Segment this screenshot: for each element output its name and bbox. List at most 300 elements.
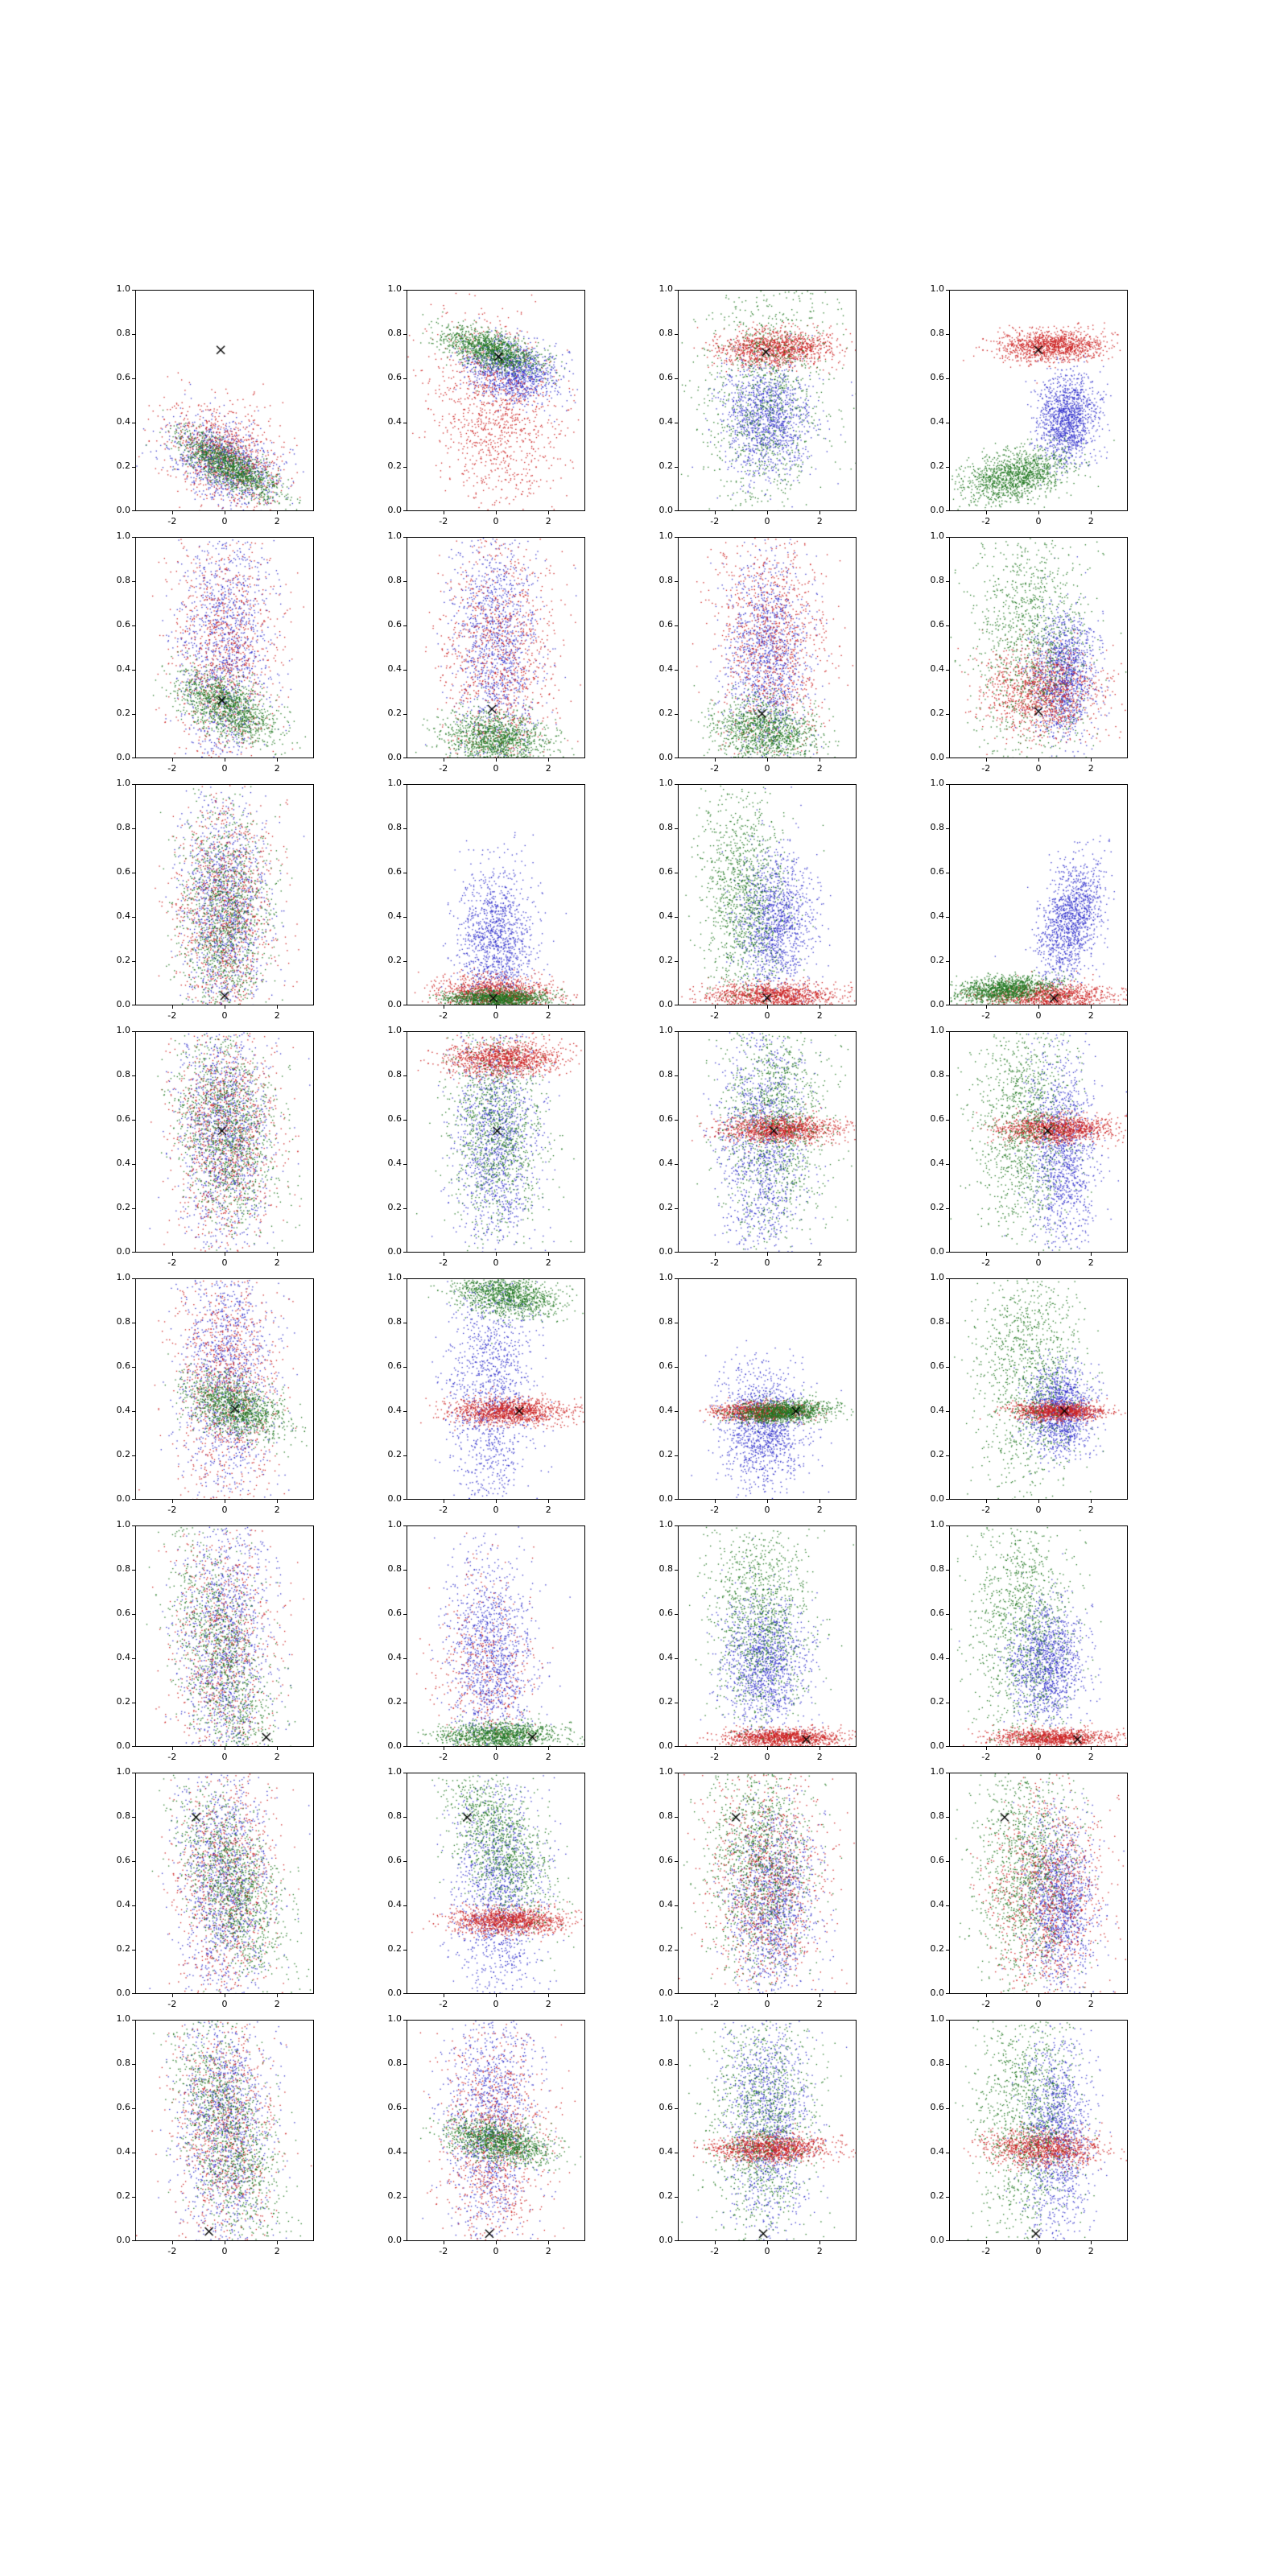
x-tick-label: 0 [221,1999,228,2009]
y-tick-mark [132,290,135,291]
x-tick-label: 0 [493,1257,499,1268]
x-tick-mark [548,1500,549,1503]
x-tick-label: -2 [710,1010,720,1021]
scatter-points-layer [136,785,313,1005]
axes-frame [678,1525,857,1747]
y-tick-label: 1.0 [930,1025,944,1035]
scatter-subplot-r4-c2 [658,1272,857,1515]
x-tick-mark [277,1994,278,1997]
y-tick-mark [675,1817,678,1818]
scatter-subplot-r2-c2 [658,778,857,1021]
y-tick-mark [946,625,949,626]
x-tick-label: 0 [1035,1999,1042,2009]
scatter-subplot-r5-c2 [658,1519,857,1762]
axes-frame [407,1278,585,1500]
y-tick-mark [675,1164,678,1165]
x-tick-mark [548,1747,549,1750]
y-tick-mark [132,1570,135,1571]
y-tick-mark [132,1120,135,1121]
y-tick-label: 1.0 [387,1025,402,1035]
y-tick-label: 1.0 [387,778,402,788]
y-tick-label: 0.2 [930,1449,944,1459]
x-tick-label: 0 [1035,1010,1042,1021]
y-tick-mark [132,1278,135,1279]
y-tick-label: 0.2 [658,460,673,471]
y-tick-mark [403,1499,407,1500]
x-tick-mark [496,1500,497,1503]
y-tick-label: 1.0 [116,530,130,541]
axes-frame [407,1525,585,1747]
y-tick-mark [132,1367,135,1368]
axes-frame [949,537,1128,758]
y-tick-label: 0.4 [116,2146,130,2157]
y-tick-label: 0.4 [930,1405,944,1415]
y-tick-label: 0.4 [387,663,402,674]
axes-frame [949,784,1128,1005]
y-tick-mark [675,670,678,671]
y-tick-label: 0.0 [387,1988,402,1998]
scatter-subplot-r1-c3 [930,530,1128,774]
x-tick-mark [277,1005,278,1009]
y-tick-label: 0.6 [387,619,402,630]
y-tick-label: 0.2 [387,2190,402,2201]
scatter-points-layer [679,1526,856,1746]
scatter-points-layer [136,1773,313,1993]
y-tick-mark [403,1746,407,1747]
x-tick-label: 2 [1088,2246,1094,2256]
y-tick-label: 0.0 [116,752,130,762]
y-tick-label: 0.4 [930,416,944,427]
y-tick-label: 0.6 [930,1113,944,1124]
y-tick-mark [132,2240,135,2241]
x-tick-mark [715,1253,716,1256]
y-tick-mark [132,1746,135,1747]
y-tick-label: 0.6 [116,2102,130,2112]
y-tick-label: 0.8 [930,1069,944,1080]
y-tick-mark [132,1817,135,1818]
y-tick-mark [132,828,135,829]
x-tick-mark [496,2241,497,2244]
scatter-subplot-r1-c1 [387,530,585,774]
y-tick-mark [403,917,407,918]
y-tick-mark [946,581,949,582]
y-tick-mark [946,1746,949,1747]
y-tick-label: 0.4 [387,1899,402,1909]
x-tick-label: 2 [1088,763,1094,774]
y-tick-mark [675,1614,678,1615]
y-tick-label: 0.6 [658,866,673,877]
y-tick-label: 0.2 [930,2190,944,2201]
y-tick-label: 1.0 [116,2013,130,2024]
y-tick-mark [946,1905,949,1906]
y-tick-label: 1.0 [930,778,944,788]
x-tick-mark [172,1253,173,1256]
y-tick-mark [675,1455,678,1456]
y-tick-label: 0.6 [658,372,673,382]
y-tick-mark [132,1950,135,1951]
y-tick-label: 0.4 [658,1158,673,1168]
y-tick-mark [403,1614,407,1615]
y-tick-label: 0.0 [658,999,673,1009]
y-tick-mark [403,670,407,671]
y-tick-label: 0.8 [658,328,673,338]
y-tick-mark [675,1525,678,1526]
axes-frame [135,2020,314,2241]
y-tick-label: 0.6 [387,1360,402,1371]
y-tick-label: 0.2 [116,1202,130,1212]
x-tick-mark [986,511,987,514]
y-tick-label: 0.4 [658,1405,673,1415]
y-tick-label: 1.0 [387,530,402,541]
scatter-subplot-r4-c1 [387,1272,585,1515]
y-tick-mark [403,1367,407,1368]
y-tick-label: 0.4 [387,1405,402,1415]
x-tick-label: -2 [439,516,448,526]
y-tick-label: 1.0 [658,1272,673,1282]
x-tick-label: 0 [493,1999,499,2009]
y-tick-label: 0.0 [930,1246,944,1257]
x-tick-label: 0 [764,1505,770,1515]
y-tick-mark [403,537,407,538]
y-tick-label: 0.2 [930,708,944,718]
x-tick-label: 0 [221,763,228,774]
x-tick-label: -2 [439,1999,448,2009]
x-tick-mark [172,758,173,762]
x-tick-label: 0 [493,1010,499,1021]
x-tick-mark [767,511,768,514]
y-tick-label: 1.0 [116,1272,130,1282]
x-tick-mark [548,511,549,514]
y-tick-label: 0.8 [116,2058,130,2068]
x-tick-mark [1038,2241,1039,2244]
y-tick-mark [403,1031,407,1032]
y-tick-mark [403,2108,407,2109]
x-tick-label: 2 [816,1999,823,2009]
y-tick-mark [403,290,407,291]
y-tick-mark [403,510,407,511]
y-tick-label: 0.2 [930,955,944,965]
y-tick-mark [403,1861,407,1862]
y-tick-mark [132,1861,135,1862]
y-tick-label: 0.4 [930,663,944,674]
y-tick-label: 0.0 [387,1740,402,1751]
axes-frame [135,537,314,758]
x-tick-mark [715,1747,716,1750]
y-tick-mark [946,961,949,962]
y-tick-mark [132,1499,135,1500]
x-tick-label: 2 [274,2246,280,2256]
y-tick-mark [132,1164,135,1165]
y-tick-mark [132,1658,135,1659]
scatter-points-layer [950,291,1127,510]
y-tick-mark [675,1278,678,1279]
scatter-subplot-r4-c0 [116,1272,314,1515]
y-tick-mark [946,378,949,379]
x-tick-mark [819,1500,820,1503]
scatter-subplot-r3-c3 [930,1025,1128,1268]
y-tick-mark [403,1950,407,1951]
y-tick-mark [132,2197,135,2198]
y-tick-mark [946,334,949,335]
x-tick-label: 2 [545,1999,551,2009]
x-tick-mark [819,758,820,762]
x-tick-mark [715,1994,716,1997]
x-tick-label: -2 [710,516,720,526]
y-tick-mark [403,1817,407,1818]
scatter-subplot-r7-c0 [116,2013,314,2256]
y-tick-label: 0.8 [930,1810,944,1821]
y-tick-label: 0.4 [116,910,130,921]
scatter-subplot-r3-c1 [387,1025,585,1268]
axes-frame [949,1031,1128,1253]
y-tick-label: 1.0 [930,1766,944,1777]
x-tick-mark [1091,758,1092,762]
y-tick-label: 1.0 [387,283,402,294]
y-tick-label: 0.0 [658,752,673,762]
x-tick-mark [767,1253,768,1256]
scatter-subplot-r2-c3 [930,778,1128,1021]
y-tick-label: 0.4 [116,663,130,674]
y-tick-mark [946,1367,949,1368]
scatter-subplot-r7-c3 [930,2013,1128,2256]
x-tick-mark [767,1994,768,1997]
y-tick-mark [132,510,135,511]
y-tick-mark [403,828,407,829]
x-tick-label: 2 [1088,1010,1094,1021]
axes-frame [678,784,857,1005]
y-tick-mark [675,784,678,785]
y-tick-label: 0.0 [116,1246,130,1257]
y-tick-mark [675,510,678,511]
y-tick-label: 0.4 [116,1158,130,1168]
y-tick-label: 0.0 [116,1988,130,1998]
y-tick-label: 1.0 [116,283,130,294]
y-tick-label: 0.2 [930,1696,944,1707]
y-tick-label: 0.0 [658,505,673,515]
y-tick-label: 0.4 [658,910,673,921]
x-tick-label: -2 [439,1257,448,1268]
y-tick-label: 0.8 [930,1563,944,1574]
scatter-points-layer [950,1032,1127,1252]
x-tick-label: -2 [981,1752,991,1762]
x-tick-mark [1038,511,1039,514]
x-tick-mark [819,1747,820,1750]
x-tick-label: 0 [493,516,499,526]
y-tick-label: 0.2 [930,1202,944,1212]
x-tick-label: 2 [545,516,551,526]
x-tick-label: 0 [493,2246,499,2256]
y-tick-mark [403,2020,407,2021]
x-tick-label: -2 [439,763,448,774]
y-tick-mark [403,1411,407,1412]
x-tick-label: 0 [1035,763,1042,774]
y-tick-mark [132,378,135,379]
x-tick-mark [172,1500,173,1503]
y-tick-mark [675,1905,678,1906]
x-tick-label: -2 [167,1752,177,1762]
x-tick-mark [715,1005,716,1009]
x-tick-label: 0 [1035,1505,1042,1515]
axes-frame [678,1031,857,1253]
y-tick-label: 0.8 [387,575,402,585]
y-tick-label: 0.2 [658,1449,673,1459]
y-tick-label: 0.8 [658,2058,673,2068]
x-tick-mark [1038,758,1039,762]
y-tick-label: 0.0 [930,999,944,1009]
y-tick-label: 0.8 [387,822,402,832]
y-tick-mark [675,1499,678,1500]
y-tick-label: 0.2 [658,1202,673,1212]
x-tick-label: 2 [545,1752,551,1762]
x-tick-label: 0 [764,1257,770,1268]
x-tick-label: 0 [764,1752,770,1762]
y-tick-label: 0.8 [116,822,130,832]
y-tick-label: 0.0 [387,505,402,515]
axes-frame [949,2020,1128,2241]
y-tick-label: 1.0 [658,530,673,541]
x-tick-mark [277,1253,278,1256]
x-tick-label: 2 [545,1257,551,1268]
y-tick-mark [675,1252,678,1253]
x-tick-mark [767,758,768,762]
y-tick-label: 0.8 [116,328,130,338]
x-tick-label: 2 [816,2246,823,2256]
y-tick-mark [946,290,949,291]
scatter-points-layer [950,1279,1127,1499]
scatter-subplot-r0-c3 [930,283,1128,526]
y-tick-label: 0.6 [930,1855,944,1865]
y-tick-mark [946,1120,949,1121]
x-tick-mark [986,1253,987,1256]
y-tick-label: 0.2 [387,1943,402,1954]
y-tick-mark [403,961,407,962]
x-tick-mark [548,1994,549,1997]
y-tick-label: 0.6 [116,1855,130,1865]
y-tick-label: 0.2 [930,1943,944,1954]
scatter-subplot-r2-c1 [387,778,585,1021]
x-tick-label: -2 [981,1999,991,2009]
y-tick-label: 0.6 [930,866,944,877]
axes-frame [678,2020,857,2241]
x-tick-mark [767,1005,768,1009]
y-tick-label: 0.8 [658,1563,673,1574]
x-tick-mark [277,1747,278,1750]
x-tick-label: 2 [816,763,823,774]
y-tick-mark [403,1075,407,1076]
y-tick-label: 0.2 [658,2190,673,2201]
scatter-points-layer [136,1279,313,1499]
y-tick-mark [946,1252,949,1253]
y-tick-label: 0.2 [387,708,402,718]
y-tick-label: 0.4 [658,663,673,674]
y-tick-mark [675,334,678,335]
x-tick-label: -2 [710,1257,720,1268]
y-tick-mark [946,1614,949,1615]
scatter-points-layer [407,1773,584,1993]
x-tick-label: 0 [221,1010,228,1021]
y-tick-label: 1.0 [116,1025,130,1035]
x-tick-mark [172,1994,173,1997]
y-tick-mark [403,1278,407,1279]
y-tick-label: 0.4 [658,416,673,427]
x-tick-label: 2 [274,1752,280,1762]
x-tick-mark [496,511,497,514]
y-tick-label: 0.6 [930,1360,944,1371]
y-tick-label: 0.6 [658,1608,673,1618]
y-tick-mark [675,1570,678,1571]
y-tick-label: 1.0 [930,1272,944,1282]
y-tick-mark [403,378,407,379]
x-tick-label: -2 [710,1752,720,1762]
y-tick-label: 0.6 [658,2102,673,2112]
y-tick-mark [946,1499,949,1500]
y-tick-label: 0.6 [387,1855,402,1865]
y-tick-mark [946,1075,949,1076]
x-tick-label: 2 [1088,516,1094,526]
x-tick-label: 2 [545,763,551,774]
y-tick-mark [132,1252,135,1253]
y-tick-label: 0.8 [116,1069,130,1080]
axes-frame [407,537,585,758]
y-tick-label: 0.6 [116,866,130,877]
y-tick-label: 0.0 [387,752,402,762]
y-tick-mark [675,1993,678,1994]
y-tick-label: 0.0 [658,1493,673,1504]
scatter-points-layer [407,1032,584,1252]
scatter-subplot-r6-c2 [658,1766,857,2009]
x-tick-mark [496,758,497,762]
axes-frame [407,290,585,511]
y-tick-mark [946,1570,949,1571]
y-tick-label: 0.4 [387,2146,402,2157]
scatter-points-layer [950,538,1127,758]
axes-frame [407,2020,585,2241]
x-tick-label: 2 [1088,1999,1094,2009]
y-tick-mark [946,1208,949,1209]
y-tick-label: 0.0 [387,1246,402,1257]
x-tick-label: 0 [221,516,228,526]
scatter-points-layer [136,538,313,758]
x-tick-mark [715,511,716,514]
y-tick-label: 0.8 [930,2058,944,2068]
y-tick-label: 0.6 [930,1608,944,1618]
x-tick-label: 0 [764,516,770,526]
y-tick-mark [403,581,407,582]
y-tick-mark [675,1950,678,1951]
y-tick-label: 0.6 [116,1608,130,1618]
y-tick-label: 0.0 [658,2235,673,2245]
x-tick-mark [1091,1005,1092,1009]
scatter-subplot-r2-c0 [116,778,314,1021]
y-tick-label: 0.2 [116,1696,130,1707]
y-tick-label: 0.2 [387,1202,402,1212]
y-tick-label: 0.6 [116,1360,130,1371]
x-tick-mark [1038,1500,1039,1503]
x-tick-label: 2 [274,763,280,774]
y-tick-label: 0.4 [116,416,130,427]
scatter-points-layer [679,291,856,510]
y-tick-mark [675,1120,678,1121]
y-tick-label: 0.4 [387,1158,402,1168]
x-tick-label: 0 [221,2246,228,2256]
scatter-subplot-r4-c3 [930,1272,1128,1515]
y-tick-label: 0.8 [658,822,673,832]
y-tick-label: 0.0 [387,999,402,1009]
x-tick-label: 0 [764,763,770,774]
scatter-subplot-r0-c1 [387,283,585,526]
y-tick-mark [946,537,949,538]
x-tick-label: 2 [816,516,823,526]
